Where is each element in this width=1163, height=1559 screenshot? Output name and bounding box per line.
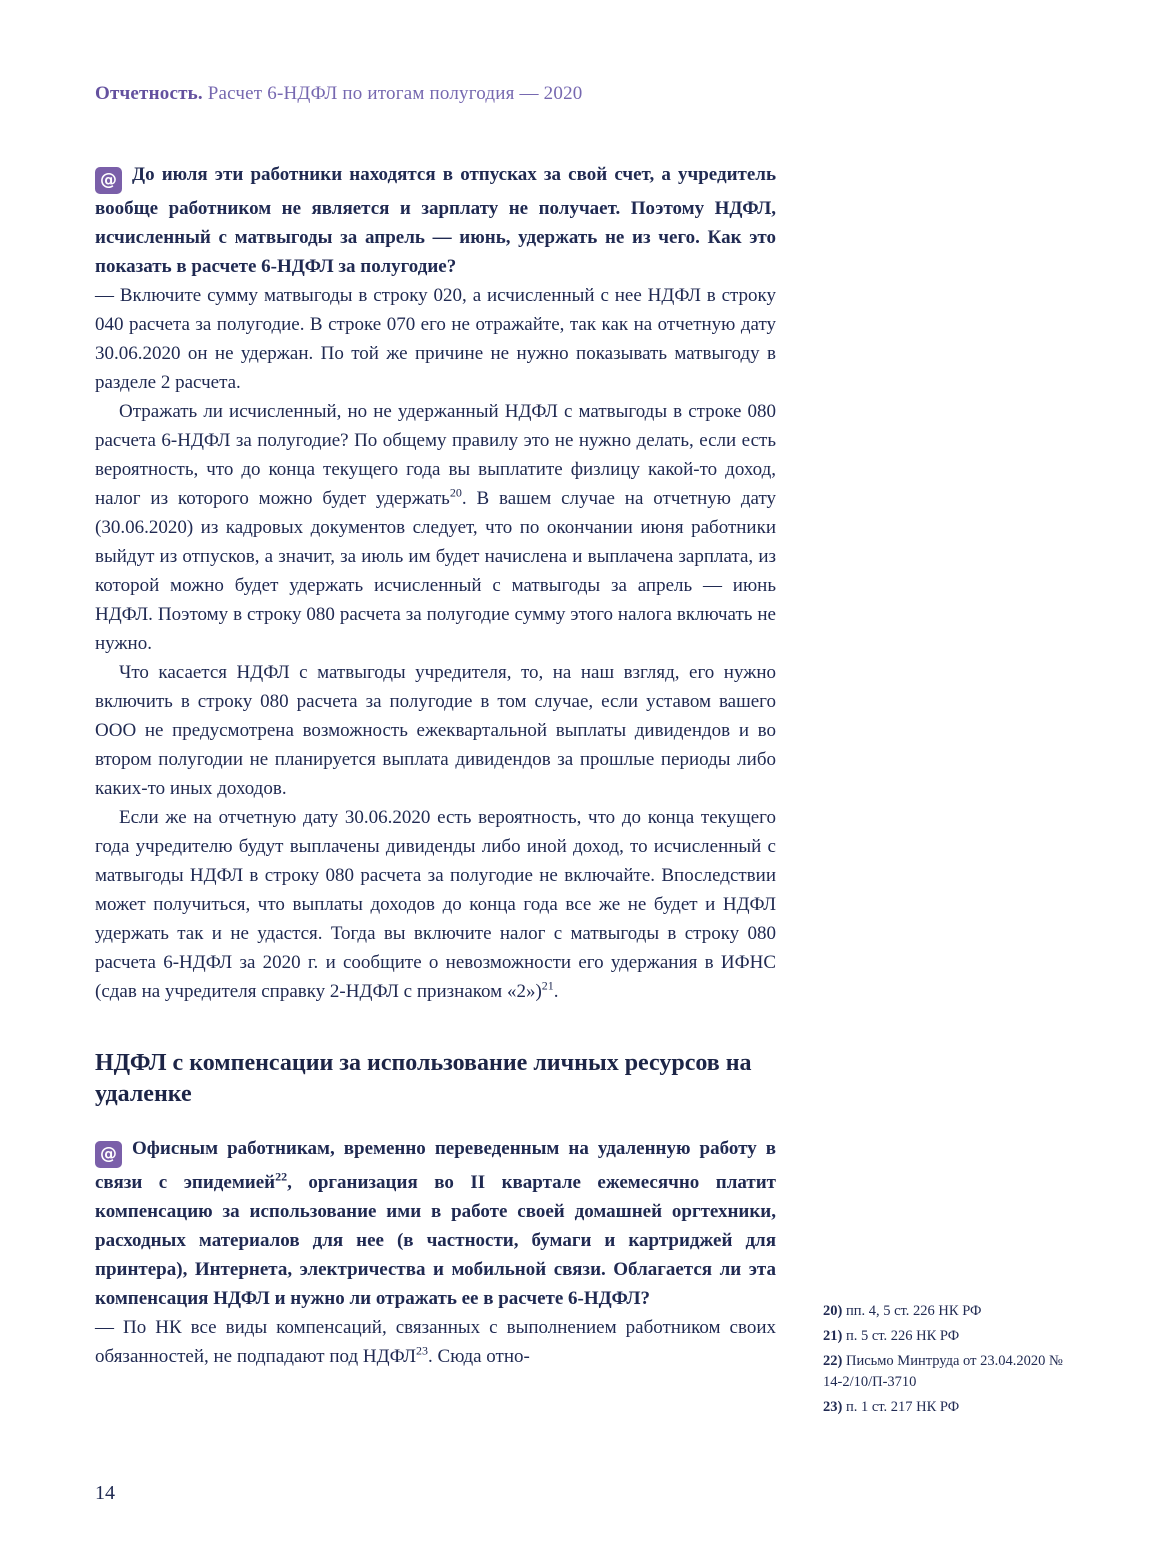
footnote-23: [823, 1397, 1075, 1418]
question-2-paragraph: [95, 1134, 776, 1313]
answer-1-p4-text-b: .: [553, 981, 559, 1002]
answer-1-paragraph-3: [95, 658, 776, 803]
page-number: 14: [95, 1482, 115, 1504]
question-2-text-a: Офисным работникам, временно переведенным на удаленную работу в связи с эпидемией: [95, 1138, 776, 1193]
footnote-22: [823, 1351, 1075, 1393]
answer-1-p1-text: — Включите сумму матвыгоды в строку 020, а исчисленный с нее НДФЛ в строку 040 расчета за полугодие. В строке 070 его не отражайте, так как на отчетную дату 30.06.2020 он не удержан. По той же причине не нужно показывать матвыгоду в разделе 2 расчета.: [95, 285, 776, 393]
footnote-ref-20: 20: [449, 485, 462, 500]
footnote-20: [823, 1301, 1075, 1322]
answer-1-p2-text-a: Отражать ли исчисленный, но не удержанный НДФЛ с матвыгоды в строке 080 расчета 6-НДФЛ за полугодие? По общему правилу это не нужно делать, если есть вероятность, что до конца текущего года вы выплатите физлицу какой-то доход, налог из которого можно будет удержать: [95, 401, 776, 509]
footnote-21-text: п. 5 ст. 226 НК РФ: [845, 1328, 960, 1344]
answer-1-paragraph-4: [95, 803, 776, 1006]
main-text-column: [95, 160, 776, 1371]
footnote-23-text: п. 1 ст. 217 НК РФ: [845, 1399, 960, 1415]
answer-1-paragraph-1: [95, 281, 776, 397]
footnote-20-text: пп. 4, 5 ст. 226 НК РФ: [845, 1303, 982, 1319]
header-rubric: Отчетность.: [95, 83, 203, 104]
footnote-ref-22: 22: [275, 1169, 288, 1184]
answer-2-text-b: . Сюда отно-: [428, 1346, 530, 1367]
question-1-text: До июля эти работники находятся в отпусках за свой счет, а учредитель вообще работником не является и зарплату не получает. Поэтому НДФЛ, исчисленный с матвыгоды за апрель — июнь, удержать не из чего. Как это показать в расчете 6-НДФЛ за полугодие?: [95, 164, 776, 277]
footnote-21-number: 21): [823, 1328, 843, 1344]
footnote-20-number: 20): [823, 1303, 843, 1319]
at-icon: [95, 1141, 122, 1168]
at-icon: [95, 167, 122, 194]
answer-2-paragraph-1: [95, 1313, 776, 1371]
footnotes-sidebar: [823, 1301, 1075, 1422]
header-title: Расчет 6-НДФЛ по итогам полугодия — 2020: [207, 83, 583, 104]
answer-1-paragraph-2: [95, 397, 776, 658]
footnote-21: [823, 1326, 1075, 1347]
question-2-text-b: , организация во II квартале ежемесячно платит компенсацию за использование ими в работе своей домашней оргтехники, расходных материалов для нее (в частности, бумаги и картриджей для принтера), Интернета, электричества и мобильной связи. Облагается ли эта компенсация НДФЛ и нужно ли отражать ее в расчете 6-НДФЛ?: [95, 1172, 776, 1309]
footnote-22-text: Письмо Минтруда от 23.04.2020 № 14-2/10/П-3710: [823, 1353, 1063, 1390]
answer-1-p2-text-b: . В вашем случае на отчетную дату (30.06.2020) из кадровых документов следует, что по окончании июня работники выйдут из отпусков, а значит, за июль им будет начислена и выплачена зарплата, из которой можно будет удержать исчисленный с матвыгоды за апрель — июнь НДФЛ. Поэтому в строку 080 расчета за полугодие сумму этого налога включать не нужно.: [95, 488, 776, 654]
answer-1-p3-text: Что касается НДФЛ с матвыгоды учредителя, то, на наш взгляд, его нужно включить в строку 080 расчета за полугодие в том случае, если уставом вашего ООО не предусмотрена возможность ежеквартальной выплаты дивидендов и во втором полугодии не планируется выплата дивидендов за прошлые периоды либо каких-то иных доходов.: [95, 662, 776, 799]
answer-2-text-a: — По НК все виды компенсаций, связанных с выполнением работником своих обязанностей, не подпадают под НДФЛ: [95, 1317, 776, 1367]
footnote-22-number: 22): [823, 1353, 843, 1369]
section-heading: НДФЛ с компенсации за использование личных ресурсов на удаленке: [95, 1050, 752, 1107]
footnote-ref-23: 23: [416, 1343, 429, 1358]
question-1-paragraph: [95, 160, 776, 281]
page-header: [95, 83, 582, 105]
at-icon-glyph: @: [100, 1144, 117, 1164]
footnote-23-number: 23): [823, 1399, 843, 1415]
answer-1-p4-text-a: Если же на отчетную дату 30.06.2020 есть вероятность, что до конца текущего года учредителю будут выплачены дивиденды либо иной доход, то исчисленный с матвыгоды НДФЛ в строку 080 расчета за полугодие не включайте. Впоследствии может получиться, что выплаты доходов до конца года все же не будет и НДФЛ удержать так и не удастся. Тогда вы включите налог с матвыгоды в строку 080 расчета 6-НДФЛ за 2020 г. и сообщите о невозможности его удержания в ИФНС (сдав на учредителя справку 2-НДФЛ с признаком «2»): [95, 807, 776, 1002]
footnote-ref-21: 21: [541, 978, 554, 993]
at-icon-glyph: @: [100, 170, 117, 190]
